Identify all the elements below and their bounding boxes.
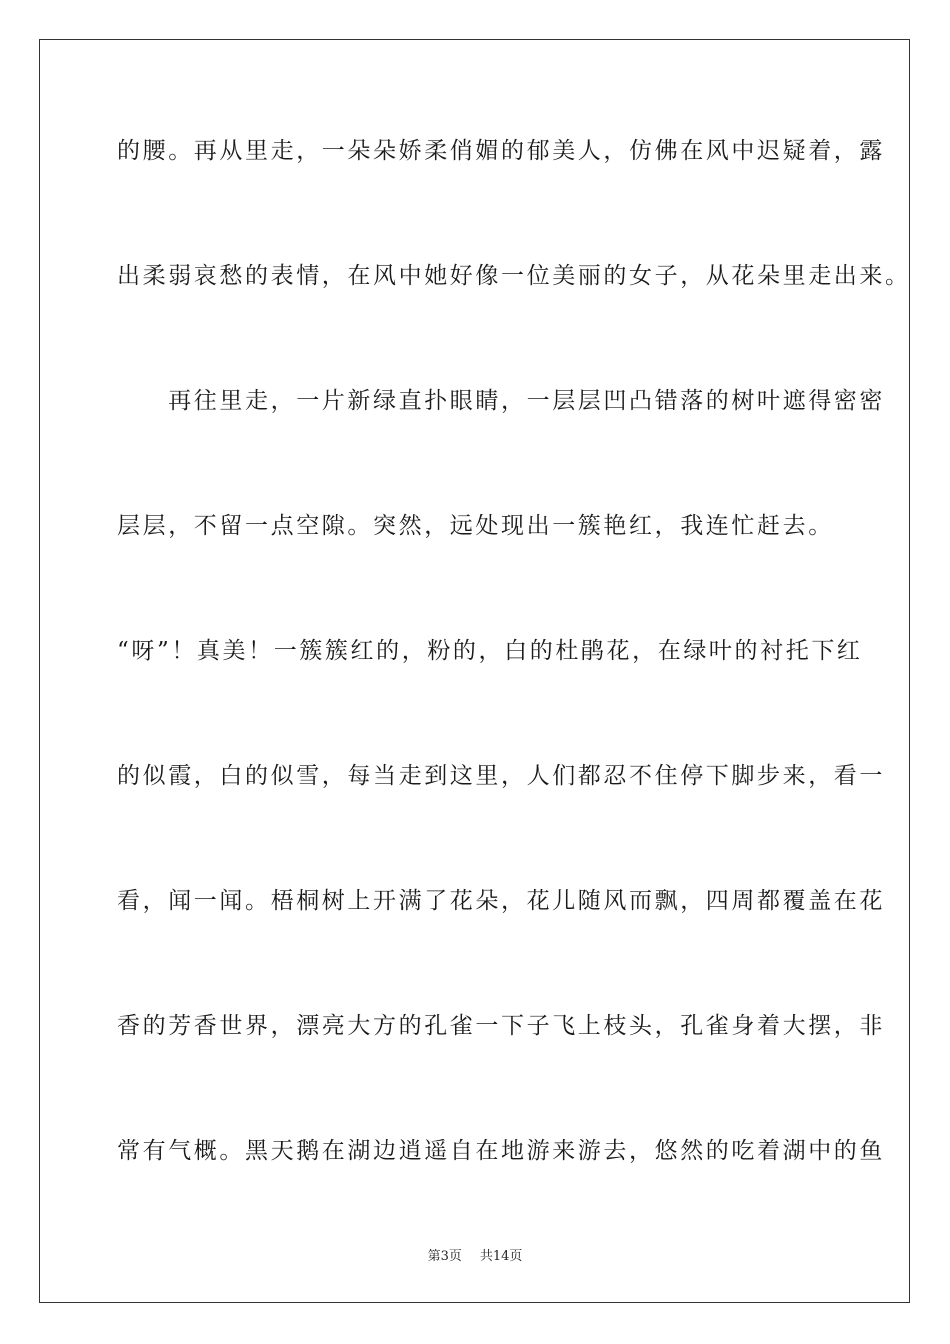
- text-line: 的腰。再从里走，一朵朵娇柔俏媚的郁美人，仿佛在风中迟疑着，露: [117, 138, 885, 164]
- text-line: 常有气概。黑天鹅在湖边逍遥自在地游来游去，悠然的吃着湖中的鱼: [117, 1138, 885, 1164]
- text-line: “呀”！真美！一簇簇红的，粉的，白的杜鹃花，在绿叶的衬托下红: [117, 638, 863, 664]
- page-footer: [0, 1248, 950, 1266]
- page-total: 共14页: [479, 1249, 523, 1264]
- text-line: 的似霞，白的似雪，每当走到这里，人们都忍不住停下脚步来，看一: [117, 763, 885, 789]
- page-number: 第3页: [427, 1249, 462, 1264]
- page-border: [39, 39, 910, 1303]
- text-line: 香的芳香世界，漂亮大方的孔雀一下子飞上枝头，孔雀身着大摆，非: [117, 1013, 885, 1039]
- text-line: 出柔弱哀愁的表情，在风中她好像一位美丽的女子，从花朵里走出来。: [117, 263, 911, 289]
- text-line: 层层，不留一点空隙。突然，远处现出一簇艳红，我连忙赶去。: [117, 513, 834, 539]
- text-line: 看，闻一闻。梧桐树上开满了花朵，花儿随风而飘，四周都覆盖在花: [117, 888, 885, 914]
- text-line: 再往里走，一片新绿直扑眼睛，一层层凹凸错落的树叶遮得密密: [117, 388, 885, 414]
